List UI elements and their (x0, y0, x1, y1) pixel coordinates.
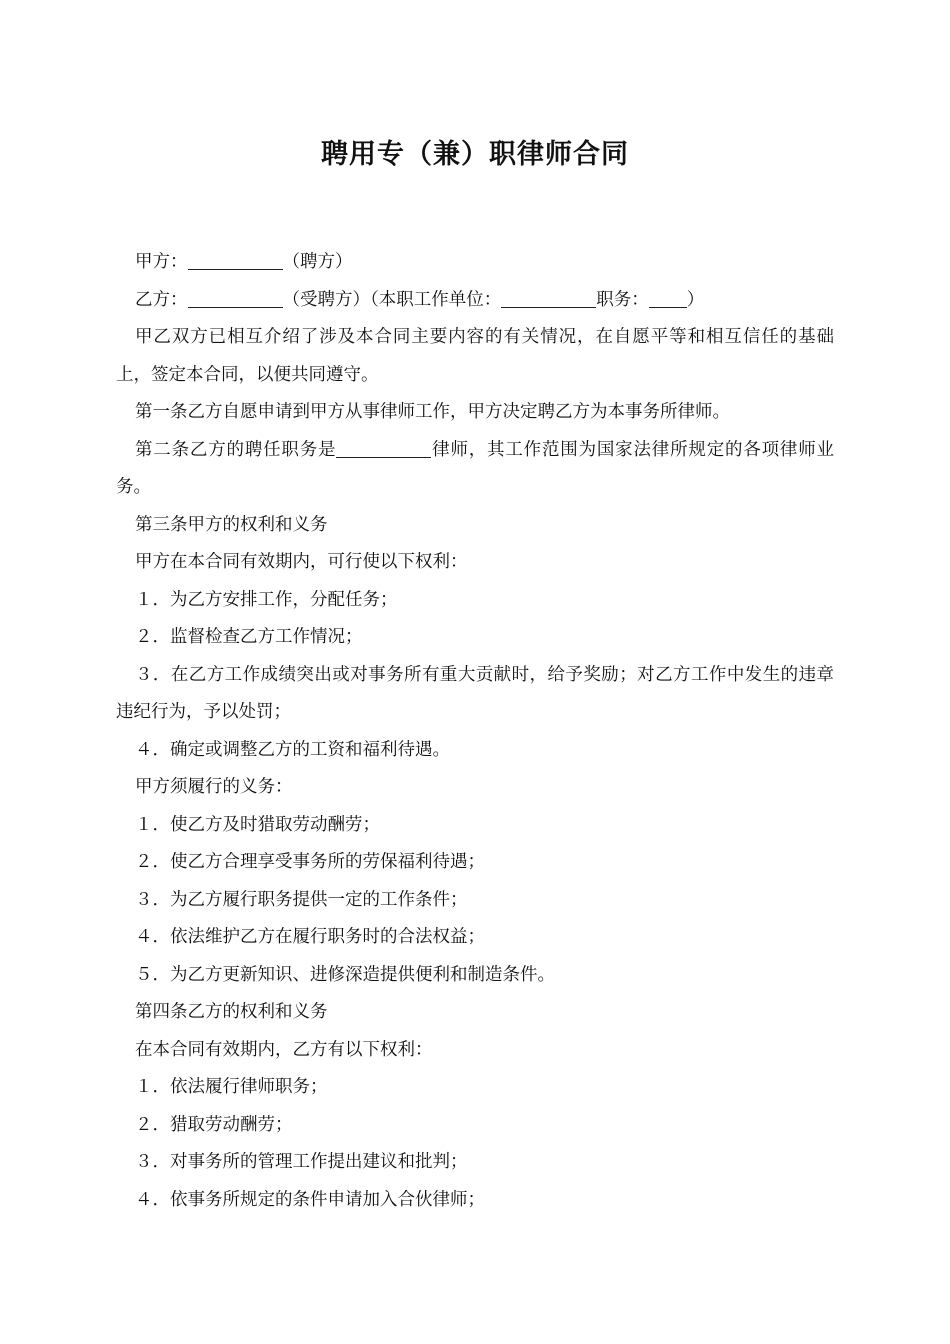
party-b-blank (188, 289, 283, 308)
article-2-after: 律师，其工作范围为国家法律所规定的各项律师业务。 (116, 439, 835, 497)
party-b-end: ） (686, 289, 705, 310)
position-blank (649, 289, 687, 308)
article-2-before: 第二条乙方的聘任职务是 (135, 439, 337, 460)
document-body (116, 244, 834, 1219)
document-title: 聘用专（兼）职律师合同 (321, 139, 629, 170)
party-a-label: 甲方： (135, 252, 188, 272)
list-item: ４．依法维护乙方在履行职务时的合法权益； (135, 927, 485, 947)
list-item: ５．为乙方更新知识、进修深造提供便利和制造条件。 (135, 964, 555, 985)
article-4-heading: 第四条乙方的权利和义务 (135, 1002, 328, 1022)
party-b-position-label: 职务： (596, 289, 649, 310)
party-b-label: 乙方： (135, 289, 188, 310)
party-a-blank (188, 252, 283, 271)
list-item: ４．依事务所规定的条件申请加入合伙律师； (135, 1189, 485, 1210)
employer-blank (501, 289, 596, 308)
article-2-blank (336, 439, 431, 458)
list-item: ２．使乙方合理享受事务所的劳保福利待遇； (135, 852, 485, 872)
article-4-rights-intro: 在本合同有效期内，乙方有以下权利： (135, 1039, 433, 1060)
party-a-line (116, 244, 834, 282)
list-item: ２．猎取劳动酬劳； (135, 1114, 293, 1135)
party-a-suffix: （聘方） (282, 252, 353, 272)
list-item: １．为乙方安排工作，分配任务； (135, 589, 398, 610)
party-b-middle: （受聘方）（本职工作单位： (282, 289, 502, 310)
list-item: ２．监督检查乙方工作情况； (135, 627, 363, 647)
party-b-line (116, 282, 834, 320)
list-item: １．依法履行律师职务； (135, 1077, 328, 1097)
article-3-heading: 第三条甲方的权利和义务 (135, 514, 328, 535)
list-item: ３．为乙方履行职务提供一定的工作条件； (135, 889, 468, 910)
list-item: ４．确定或调整乙方的工资和福利待遇。 (135, 739, 450, 760)
list-item: １．使乙方及时猎取劳动酬劳； (135, 814, 380, 835)
article-3-duties-intro: 甲方须履行的义务： (135, 777, 293, 797)
list-item: ３．在乙方工作成绩突出或对事务所有重大贡献时，给予奖励；对乙方工作中发生的违章违纪行为，予以处罚； (116, 664, 834, 722)
article-3-rights-intro: 甲方在本合同有效期内，可行使以下权利： (135, 552, 468, 572)
article-2 (116, 432, 834, 507)
article-1: 第一条乙方自愿申请到甲方从事律师工作，甲方决定聘乙方为本事务所律师。 (135, 402, 730, 422)
preamble: 甲乙双方已相互介绍了涉及本合同主要内容的有关情况，在自愿平等和相互信任的基础上，签定本合同，以便共同遵守。 (116, 327, 834, 385)
list-item: ３．对事务所的管理工作提出建议和批判； (135, 1152, 468, 1172)
